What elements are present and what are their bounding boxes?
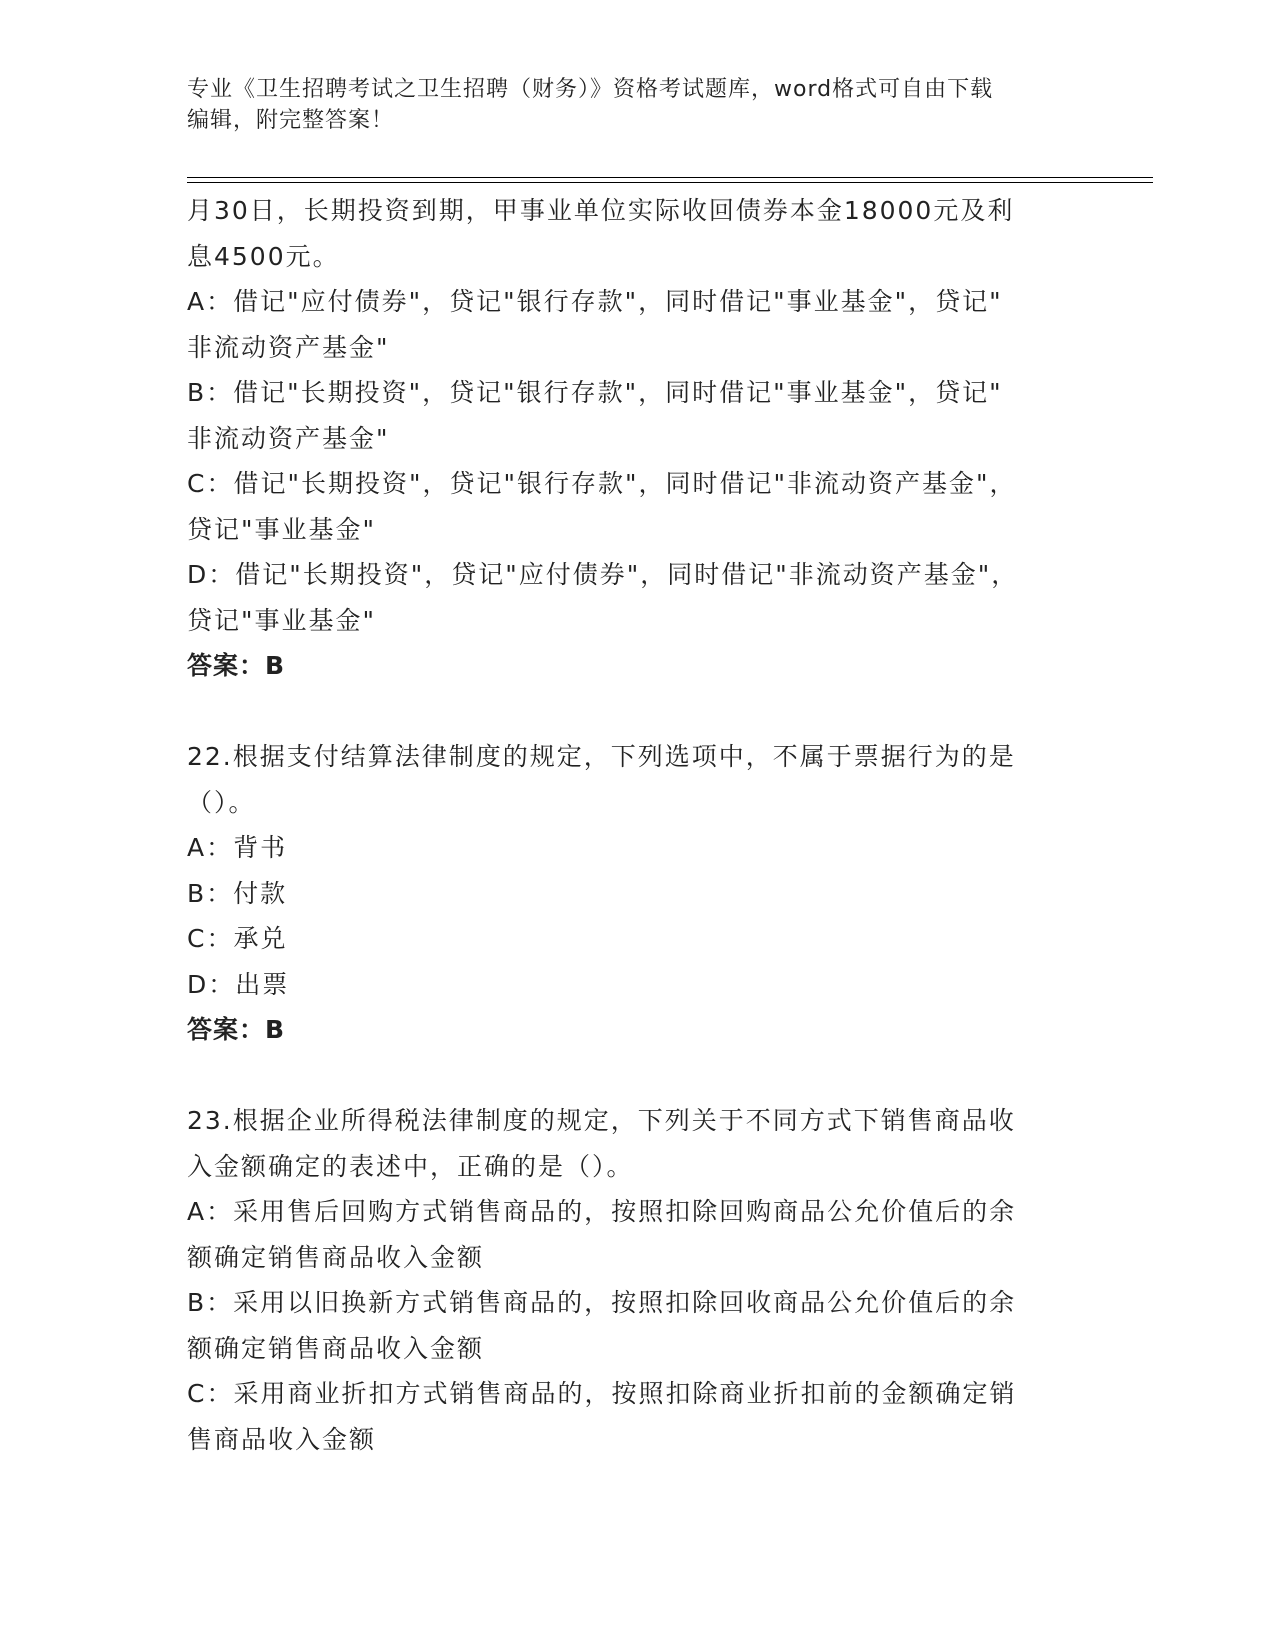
- option-c-continued: 贷记"事业基金": [187, 514, 376, 544]
- question-stem-line: 月30日，长期投资到期，甲事业单位实际收回债券本金18000元及利: [187, 196, 1015, 225]
- question-stem-line: 23.根据企业所得税法律制度的规定，下列关于不同方式下销售商品收: [187, 1106, 1016, 1135]
- question-stem-line: （）。: [187, 787, 256, 817]
- option-a: A：借记"应付债券"，贷记"银行存款"，同时借记"事业基金"，贷记": [187, 287, 1003, 316]
- option-a: A：采用售后回购方式销售商品的，按照扣除回购商品公允价值后的余: [187, 1197, 1017, 1226]
- question-stem-line: 入金额确定的表述中，正确的是（）。: [187, 1151, 634, 1181]
- option-b: B：借记"长期投资"，贷记"银行存款"，同时借记"事业基金"，贷记": [187, 378, 1003, 407]
- header-title-line-1: 专业《卫生招聘考试之卫生招聘（财务）》资格考试题库，word格式可自由下载: [187, 77, 994, 102]
- question-21: [187, 188, 1087, 689]
- header-divider-bottom: [187, 182, 1153, 183]
- question-stem-line: 22.根据支付结算法律制度的规定，下列选项中，不属于票据行为的是: [187, 742, 1016, 771]
- option-a: A：背书: [187, 833, 288, 862]
- question-spacer: [187, 1053, 1087, 1099]
- option-b-continued: 非流动资产基金": [187, 423, 390, 453]
- question-stem-line: 息4500元。: [187, 241, 340, 271]
- option-c: C：借记"长期投资"，贷记"银行存款"，同时借记"非流动资产基金"，: [187, 469, 1017, 498]
- option-c: C：承兑: [187, 924, 288, 953]
- answer-label: 答案：B: [187, 1015, 286, 1044]
- option-a-continued: 非流动资产基金": [187, 332, 390, 362]
- header-divider-top: [187, 177, 1153, 178]
- option-c-continued: 售商品收入金额: [187, 1424, 377, 1454]
- page-header: [187, 74, 1087, 136]
- option-b: B：付款: [187, 878, 288, 908]
- option-c: C：采用商业折扣方式销售商品的，按照扣除商业折扣前的金额确定销: [187, 1379, 1017, 1408]
- option-a-continued: 额确定销售商品收入金额: [187, 1242, 485, 1272]
- question-22: [187, 734, 1087, 1053]
- question-23: [187, 1098, 1087, 1462]
- header-title-line-2: 编辑，附完整答案！: [187, 108, 395, 133]
- answer-label: 答案：B: [187, 651, 286, 680]
- option-d: D：借记"长期投资"，贷记"应付债券"，同时借记"非流动资产基金"，: [187, 560, 1019, 589]
- question-spacer: [187, 689, 1087, 735]
- question-content: [187, 188, 1087, 1462]
- option-b-continued: 额确定销售商品收入金额: [187, 1333, 485, 1363]
- option-d-continued: 贷记"事业基金": [187, 605, 376, 635]
- option-d: D：出票: [187, 969, 290, 999]
- option-b: B：采用以旧换新方式销售商品的，按照扣除回收商品公允价值后的余: [187, 1288, 1017, 1317]
